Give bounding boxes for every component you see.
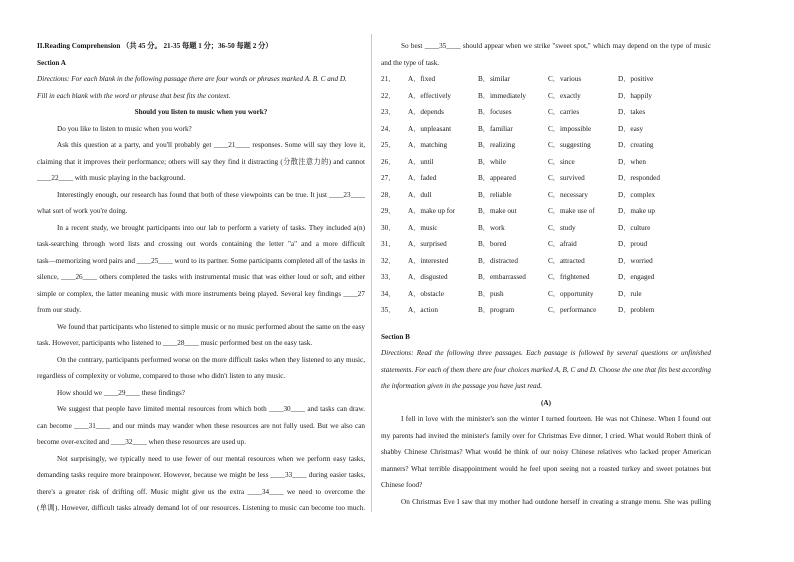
question-number: 30． <box>381 223 396 232</box>
option-a: A．faded <box>408 174 437 182</box>
text-line: So best ____35____ should appear when we strike "sweet spot," which may depend on the type of music <box>401 42 711 50</box>
option-b: B．bored <box>478 240 507 248</box>
text-line: Not surprisingly, we typically need to use fewer of our mental resources when we perform easy tasks, <box>57 454 365 463</box>
option-row <box>381 88 711 105</box>
option-row <box>381 203 711 220</box>
column-divider <box>371 34 372 512</box>
question-number: 35． <box>381 306 396 314</box>
option-a: A．disgusted <box>408 273 448 281</box>
option-d: D．proud <box>618 240 648 248</box>
text-line: from our study. <box>37 306 82 314</box>
option-d: D．takes <box>618 108 646 116</box>
text-line: We found that participants who listened to simple music or no music performed about the same on the easy <box>57 322 365 331</box>
option-d: D．complex <box>618 190 656 199</box>
directions-b-line: Directions: Read the following three passages. Each passage is followed by several questions or unfinished <box>381 349 711 357</box>
text-line: Do you like to listen to music when you work? <box>57 124 192 133</box>
option-row <box>381 187 711 204</box>
text-line: task—memorizing word pairs and ____25____ word to its partner. Some participants completed all of the tasks in <box>37 256 365 265</box>
option-b: B．distracted <box>478 256 518 265</box>
question-number: 21． <box>381 75 396 83</box>
answer-options <box>381 71 711 319</box>
option-a: A．effectively <box>408 91 451 100</box>
text-line: On Christmas Eve I saw that my mother had outdone herself in creating a strange menu. She was pulling <box>401 497 711 506</box>
text-line: regardless of complexity or volume, compared to those who didn't listen to any music. <box>37 372 286 380</box>
option-d: D．positive <box>618 75 654 83</box>
question-number: 22． <box>381 91 396 100</box>
option-c: C．necessary <box>548 190 588 199</box>
text-line: simple or complex, the latter meaning music with more instruments being played. Several key findings ____27 <box>37 289 365 298</box>
question-number: 32． <box>381 256 396 265</box>
option-c: C．carries <box>548 108 580 116</box>
passage-body <box>37 121 365 517</box>
option-d: D．easy <box>618 124 644 133</box>
left-column <box>37 38 365 517</box>
option-b: B．while <box>478 157 506 166</box>
option-b: B．work <box>478 223 505 232</box>
option-c: C．frightened <box>548 273 590 281</box>
text-line: On the contrary, participants performed worse on the more difficult tasks when they listened to any music, <box>57 355 365 364</box>
option-a: A．obstacle <box>408 289 444 298</box>
option-d: D．worried <box>618 256 653 265</box>
text-line: ____22____ with music playing in the background. <box>37 174 186 182</box>
question-number: 27． <box>381 174 396 182</box>
text-line: become over-excited and ____32____ when these resources are used up. <box>37 438 247 446</box>
option-row <box>381 236 711 253</box>
option-b: B．familiar <box>478 124 513 133</box>
option-b: B．make out <box>478 207 517 215</box>
option-a: A．interested <box>408 256 449 265</box>
text-line: task-searching through word lists and crossing out words containing the letter "a" and a more difficult <box>37 240 365 248</box>
question-number: 26． <box>381 157 396 166</box>
option-a: A．make up for <box>408 207 456 215</box>
option-b: B．similar <box>478 75 510 83</box>
passage-a-body <box>381 411 711 510</box>
option-a: A．depends <box>408 108 444 116</box>
option-b: B．focuses <box>478 108 512 116</box>
section-b-label: Section B <box>381 332 410 341</box>
text-line: there's a greater risk of drifting off. Music might give us the extra ____34____ we need to overcome the <box>37 487 365 496</box>
passage-ending <box>381 38 711 71</box>
option-d: D．culture <box>618 223 651 232</box>
option-c: C．since <box>548 157 575 166</box>
text-line: (单调). However, difficult tasks already demand lot of our resources. Listening to music can become too much. <box>37 504 365 512</box>
option-b: B．program <box>478 306 515 314</box>
text-line: silence, ____26____ others completed the tasks with instrumental music that was either loud or soft, and either <box>37 273 365 281</box>
text-line: claiming that it improves their performance; others will say they find it distracting (分散注意力的) and cannot <box>37 157 365 166</box>
option-row <box>381 269 711 286</box>
directions-line: Directions: For each blank in the following passage there are four words or phrases marked A. B. C and D. <box>37 75 347 83</box>
option-d: D．when <box>618 157 646 166</box>
text-line: my parents had invited the minister's family over for Christmas Eve dinner, I cried. What would Robert think of <box>381 431 711 440</box>
text-line: manners? What terrible disappointment would he feel upon seeing not a roasted turkey and sweet potatoes but <box>381 464 711 473</box>
option-row <box>381 253 711 270</box>
option-c: C．study <box>548 223 576 232</box>
right-column <box>381 38 711 510</box>
question-number: 31． <box>381 240 396 248</box>
option-row <box>381 170 711 187</box>
option-c: C．attracted <box>548 256 585 265</box>
text-line: How should we ____29____ these findings? <box>57 388 185 397</box>
option-row <box>381 71 711 88</box>
passage-label: (A) <box>541 398 551 407</box>
option-b: B．realizing <box>478 141 516 149</box>
question-number: 29． <box>381 207 396 215</box>
directions-b-line: the information given in the passage you have just read. <box>381 382 543 390</box>
text-line: and the type of task. <box>381 58 440 67</box>
option-a: A．action <box>408 306 438 314</box>
question-number: 34． <box>381 289 396 298</box>
option-a: A．fixed <box>408 75 436 83</box>
option-c: C．impossible <box>548 124 592 133</box>
option-row <box>381 104 711 121</box>
text-line: shabby Chinese Christmas? What would he think of our noisy Chinese relatives who lacked proper American <box>381 448 711 456</box>
option-d: D．happily <box>618 91 652 100</box>
directions-b-line: statements. For each of them there are four choices marked A, B, C and D. Choose the one that fits best according <box>381 365 711 374</box>
question-number: 33． <box>381 273 396 281</box>
option-b: B．appeared <box>478 174 516 182</box>
option-c: C．various <box>548 75 582 83</box>
option-row <box>381 154 711 171</box>
option-d: D．make up <box>618 207 655 215</box>
option-a: A．dull <box>408 190 432 199</box>
question-number: 28． <box>381 190 396 199</box>
text-line: Chinese food? <box>381 481 423 489</box>
option-c: C．opportunity <box>548 289 594 298</box>
option-c: C．exactly <box>548 91 581 100</box>
option-a: A．until <box>408 157 434 166</box>
text-line: demanding tasks require more brainpower. However, because we might be less ____33____ during easier tasks, <box>37 471 365 479</box>
option-a: A．matching <box>408 141 448 149</box>
option-row <box>381 220 711 237</box>
option-b: B．reliable <box>478 190 512 199</box>
option-a: A．surprised <box>408 240 447 248</box>
option-c: C．performance <box>548 306 597 314</box>
section-a-label: Section A <box>37 58 66 67</box>
option-c: C．survived <box>548 174 585 182</box>
option-a: A．music <box>408 223 438 232</box>
option-d: D．problem <box>618 306 655 314</box>
section-heading: II.Reading Comprehension （共 45 分。 21-35 每题 1 分；36-50 每题 2 分） <box>37 42 273 50</box>
option-d: D．responded <box>618 174 660 182</box>
text-line: We suggest that people have limited mental resources from which both ____30____ and tasks can draw. <box>57 405 365 413</box>
option-row <box>381 286 711 303</box>
question-number: 25． <box>381 141 396 149</box>
text-line: Ask this question at a party, and you'll probably get ____21____ responses. Some will say they love it, <box>57 141 365 149</box>
option-d: D．rule <box>618 289 642 298</box>
option-a: A．unpleasant <box>408 124 452 133</box>
text-line: Interestingly enough, our research has found that both of these viewpoints can be true. It just ____23____ <box>57 190 365 199</box>
text-line: I fell in love with the minister's son the winter I turned fourteen. He was not Chinese. When I found out <box>401 415 711 423</box>
option-c: C．afraid <box>548 240 577 248</box>
option-row <box>381 302 711 319</box>
passage-title: Should you listen to music when you work? <box>134 108 268 116</box>
option-c: C．make use of <box>548 207 595 215</box>
text-line: task. However, participants who listened to ____28____ music performed best on the easy task. <box>37 339 313 347</box>
text-line: what sort of work you're doing. <box>37 207 128 215</box>
option-c: C．suggesting <box>548 141 591 149</box>
option-b: B．embarrassed <box>478 273 526 281</box>
question-number: 23． <box>381 108 396 116</box>
option-b: B．push <box>478 289 504 298</box>
question-number: 24． <box>381 124 396 133</box>
text-line: In a recent study, we brought participants into our lab to perform a variety of tasks. They included a(n) <box>57 223 365 232</box>
directions-line: Fill in each blank with the word or phrase that best fits the context. <box>37 91 231 100</box>
option-row <box>381 121 711 138</box>
option-d: D．engaged <box>618 273 655 281</box>
option-b: B．immediately <box>478 91 526 100</box>
option-row <box>381 137 711 154</box>
option-d: D．creating <box>618 141 654 149</box>
text-line: can become ____31____ and our minds may wander when these resources are not fully used. But we also can <box>37 421 365 430</box>
